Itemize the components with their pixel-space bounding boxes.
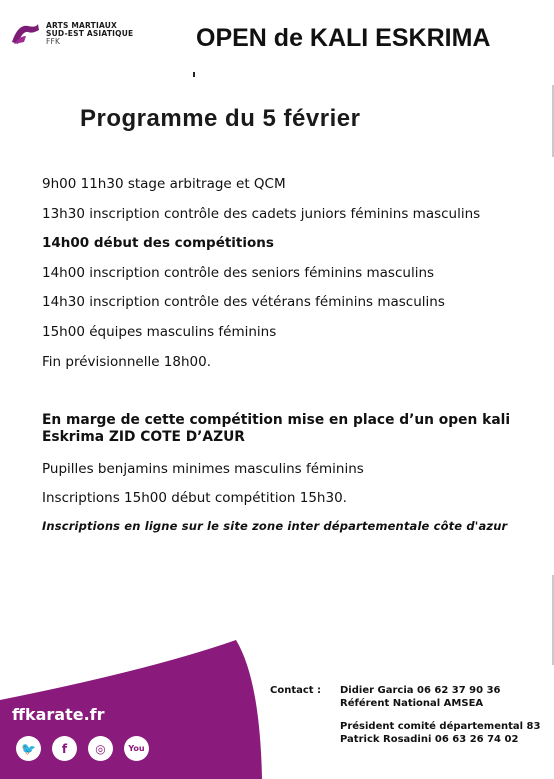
contact-line: Président comité départemental 83 — [340, 721, 541, 732]
facebook-icon[interactable]: f — [52, 736, 77, 761]
website-link[interactable]: ffkarate.fr — [12, 705, 105, 724]
ffk-logo-icon — [10, 22, 40, 46]
contact-label: Contact : — [270, 685, 322, 696]
contact-line: Didier Garcia 06 62 37 90 36 — [340, 685, 501, 696]
online-registration-note: Inscriptions en ligne sur le site zone inter départementale côte d'azur — [42, 519, 508, 533]
program-item: 9h00 11h30 stage arbitrage et QCM — [42, 176, 286, 192]
program-item: 13h30 inscription contrôle des cadets juniors féminins masculins — [42, 206, 481, 222]
twitter-icon[interactable]: 🐦 — [16, 736, 41, 761]
open-schedule: Inscriptions 15h00 début compétition 15h30. — [42, 490, 347, 506]
program-heading: Programme du 5 février — [80, 105, 361, 132]
contact-line: Patrick Rosadini 06 63 26 74 02 — [340, 734, 519, 745]
program-item: 14h00 début des compétitions — [42, 235, 274, 251]
open-note: En marge de cette compétition mise en place d’un open kali Eskrima ZID COTE D’AZUR — [42, 412, 511, 445]
logo-text — [46, 22, 133, 46]
stray-mark — [193, 72, 195, 77]
program-item: Fin prévisionnelle 18h00. — [42, 354, 212, 370]
page-title: OPEN de KALI ESKRIMA — [196, 24, 491, 52]
program-item: 14h00 inscription contrôle des seniors féminins masculins — [42, 265, 435, 281]
logo-line-1: ARTS MARTIAUX — [46, 21, 118, 30]
instagram-icon[interactable]: ◎ — [88, 736, 113, 761]
program-item: 14h30 inscription contrôle des vétérans féminins masculins — [42, 294, 445, 310]
logo-line-3: FFK — [46, 37, 61, 46]
open-categories: Pupilles benjamins minimes masculins féminins — [42, 461, 364, 477]
logo-line-2: SUD-EST ASIATIQUE — [46, 29, 134, 38]
contact-line: Référent National AMSEA — [340, 698, 484, 709]
program-item: 15h00 équipes masculins féminins — [42, 324, 277, 340]
youtube-icon[interactable]: You — [124, 736, 149, 761]
